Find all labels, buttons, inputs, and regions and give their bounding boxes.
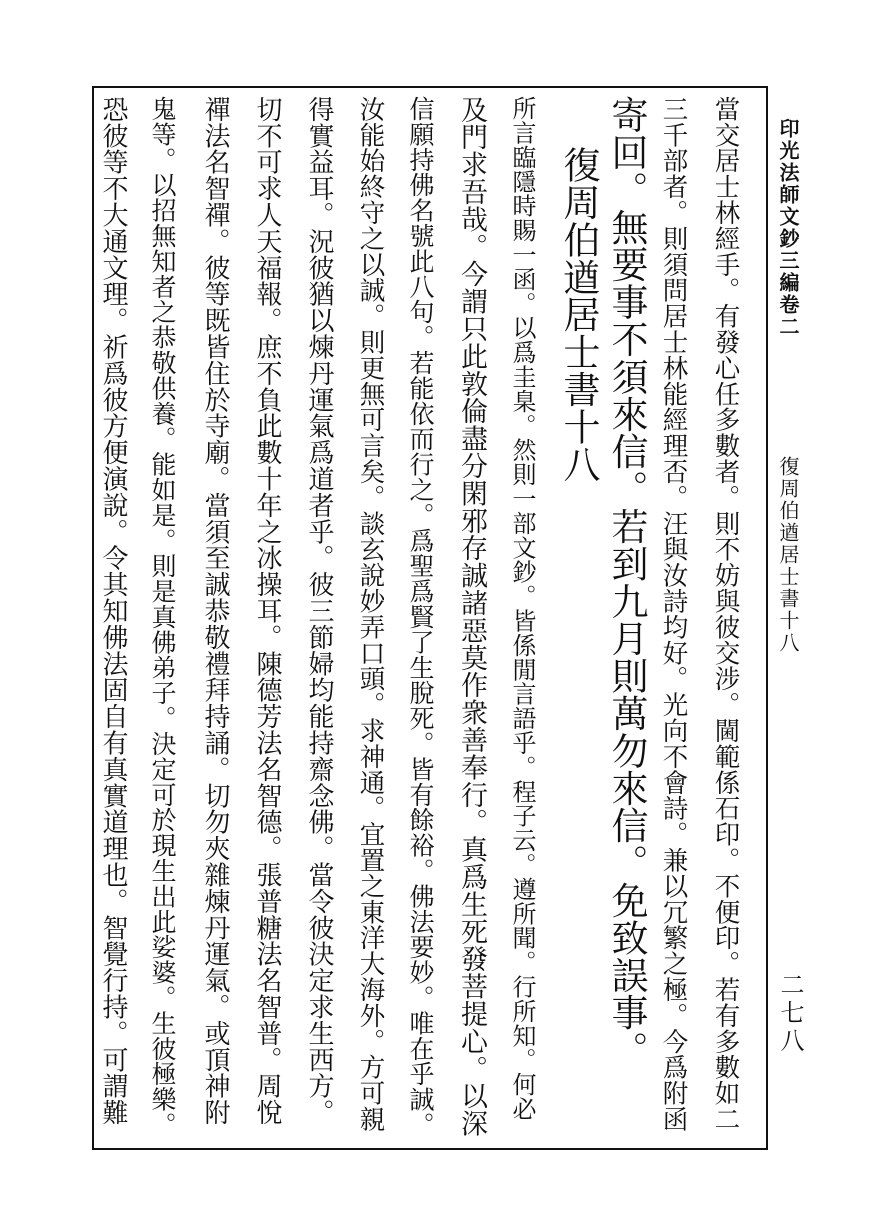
frame-left-rule	[92, 86, 94, 1150]
text-column-6: 及門求吾哉。今謂只此敦倫盡分閑邪存誠諸惡莫作衆善奉行。真爲生死發菩提心。以深	[456, 96, 487, 1138]
frame-right-rule	[766, 86, 768, 1150]
text-column-8: 汝能始終守之以誠。則更無可言矣。談玄說妙弄口頭。求神通。宜置之東洋大海外。方可親	[355, 96, 386, 1132]
text-column-11: 禪法名智禪。彼等既皆住於寺廟。當須至誠恭敬禮拜持誦。切勿夾雜煉丹運氣。或頂神附	[200, 96, 230, 1126]
text-column-9: 得實益耳。況彼猶以煉丹運氣爲道者乎。彼三節婦均能持齋念佛。當令彼決定求生西方。	[304, 96, 334, 1126]
section-title-margin: 復周伯遒居士書十八	[776, 456, 800, 654]
page-number: 二七八	[776, 972, 804, 1056]
text-column-1: 當交居士林經手。有發心任多數者。則不妨與彼交涉。閫範係石印。不便印。若有多數如二	[710, 96, 741, 1132]
text-column-2: 三千部者。則須問居士林能經理否。汪與汝詩均好。光向不會詩。兼以冗繁之極。今爲附函	[658, 96, 689, 1132]
text-column-7: 信願持佛名號此八句。若能依而行之。爲聖爲賢了生脫死。皆有餘裕。佛法要妙。唯在乎誠。	[406, 96, 435, 1138]
letter-title: 復周伯遒居士書十八	[557, 146, 600, 483]
frame-top-rule	[92, 86, 768, 88]
text-column-12: 鬼等。以招無知者之恭敬供養。能如是。則是真佛弟子。決定可於現生出此娑婆。生彼極樂。	[148, 96, 177, 1138]
text-column-3: 寄回。無要事不須來信。若到九月則萬勿來信。免致誤事。	[605, 96, 648, 1069]
frame-bottom-rule	[92, 1148, 768, 1150]
text-column-10: 切不可求人天福報。庶不負此數十年之冰操耳。陳德芳法名智德。張普糖法名智普。周悅	[252, 96, 282, 1126]
text-column-5: 所言臨隱時賜一函。以爲圭臬。然則一部文鈔。皆係閒言語乎。程子云。遵所聞。行所知。何必	[508, 96, 536, 1121]
book-title: 印光法師文鈔三編卷二	[776, 118, 800, 338]
text-column-13: 恐彼等不大通文理。祈爲彼方便演說。令其知佛法固自有真實道理也。智覺行持。可謂難	[98, 96, 128, 1126]
